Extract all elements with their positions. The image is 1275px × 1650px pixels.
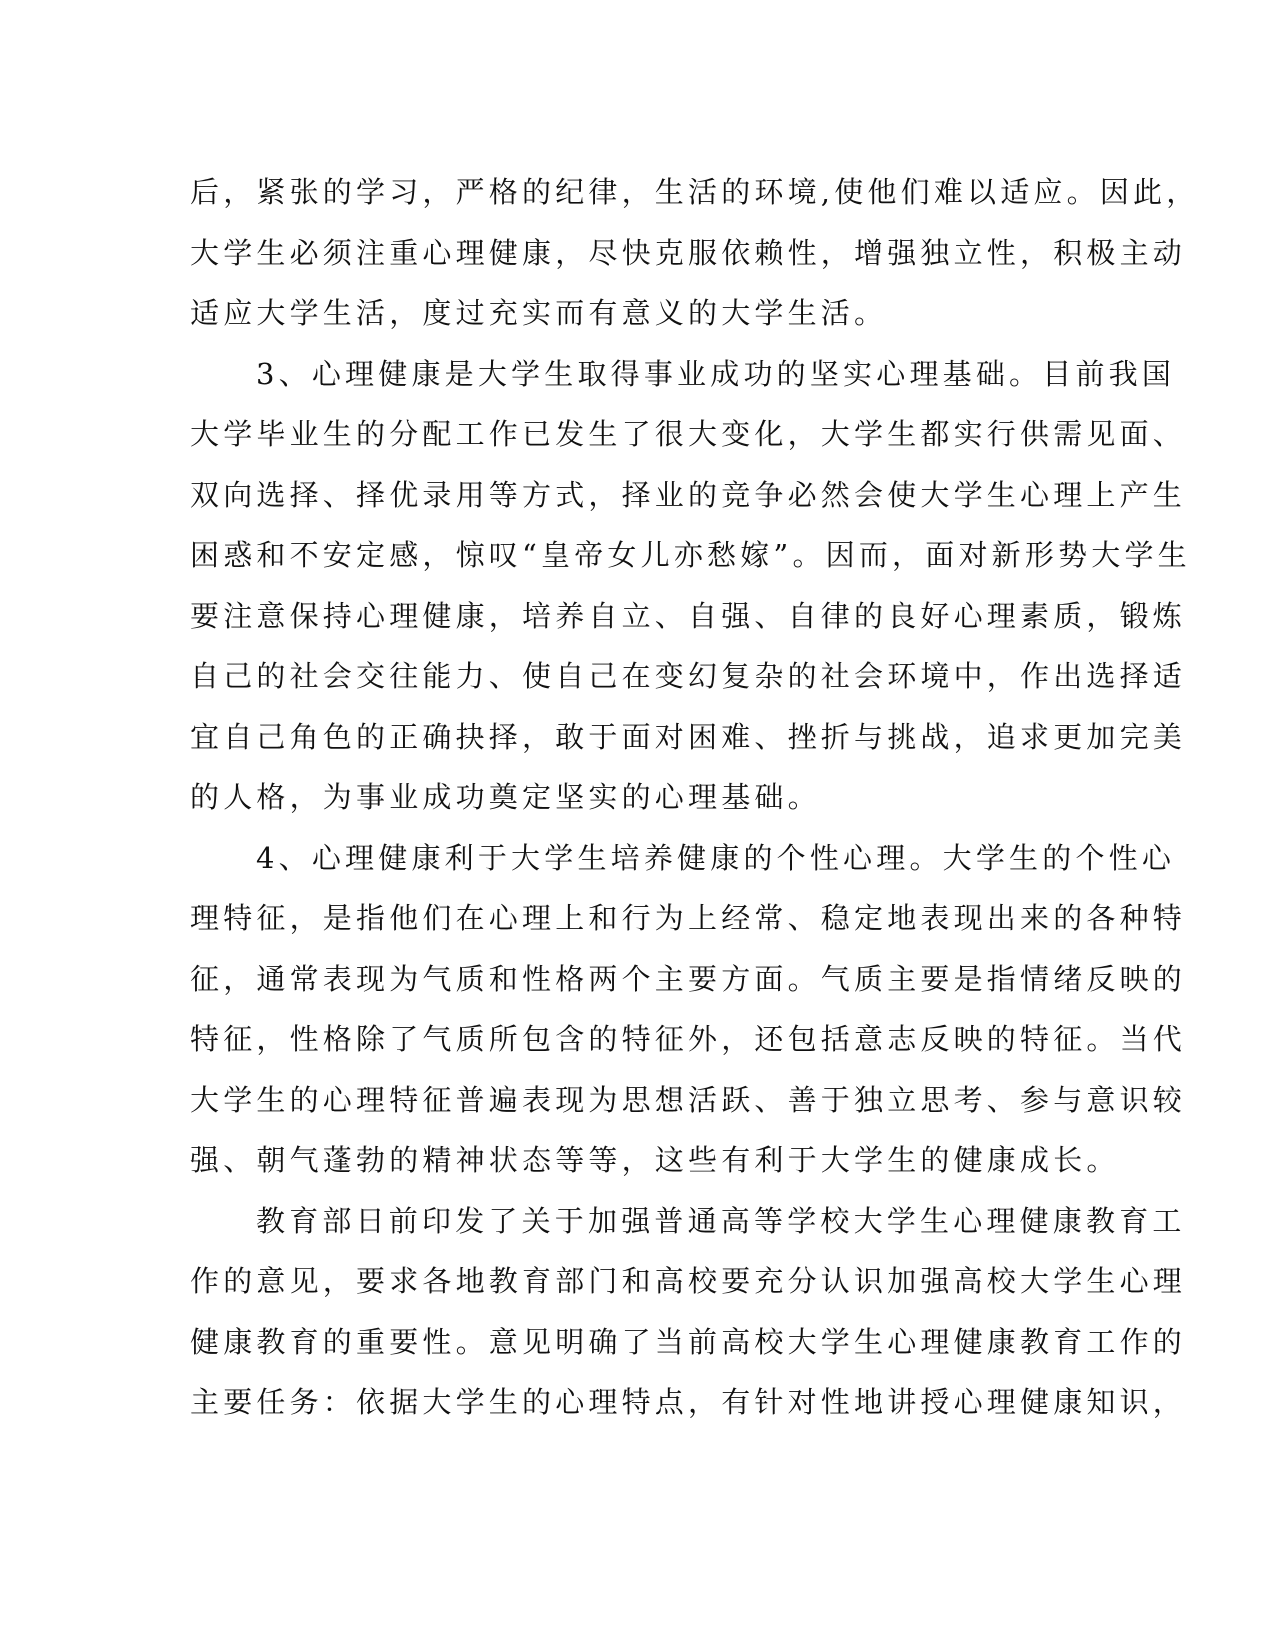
text-line-6: 双向选择、择优录用等方式，择业的竞争必然会使大学生心理上产生	[190, 477, 1187, 512]
text-line-18: 教育部日前印发了关于加强普通高等学校大学生心理健康教育工	[256, 1203, 1186, 1238]
text-line-17: 强、朝气蓬勃的精神状态等等，这些有利于大学生的健康成长。	[190, 1143, 1120, 1177]
text-line-7: 困惑和不安定感，惊叹“皇帝女儿亦愁嫁”。因而，面对新形势大学生	[190, 538, 1191, 572]
text-line-9: 自己的社会交往能力、使自己在变幻复杂的社会环境中，作出选择适	[190, 659, 1187, 693]
text-line-19: 作的意见，要求各地教育部门和高校要充分认识加强高校大学生心理	[190, 1264, 1187, 1298]
text-line-11: 的人格，为事业成功奠定坚实的心理基础。	[190, 780, 821, 814]
text-line-12: 4、心理健康利于大学生培养健康的个性心理。大学生的个性心	[256, 840, 1176, 875]
text-line-10: 宜自己角色的正确抉择，敢于面对困难、挫折与挑战，追求更加完美	[190, 719, 1187, 754]
text-line-14: 征，通常表现为气质和性格两个主要方面。气质主要是指情绪反映的	[190, 961, 1187, 996]
text-line-5: 大学毕业生的分配工作已发生了很大变化，大学生都实行供需见面、	[190, 417, 1187, 451]
text-line-15: 特征，性格除了气质所包含的特征外，还包括意志反映的特征。当代	[190, 1022, 1187, 1056]
text-line-1: 后，紧张的学习，严格的纪律，生活的环境,使他们难以适应。因此，	[190, 175, 1200, 209]
text-line-16: 大学生的心理特征普遍表现为思想活跃、善于独立思考、参与意识较	[190, 1082, 1187, 1117]
text-line-21: 主要任务：依据大学生的心理特点，有针对性地讲授心理健康知识，	[190, 1385, 1187, 1419]
text-line-8: 要注意保持心理健康，培养自立、自强、自律的良好心理素质，锻炼	[190, 598, 1187, 633]
text-line-2: 大学生必须注重心理健康，尽快克服依赖性，增强独立性，积极主动	[190, 235, 1187, 270]
text-line-20: 健康教育的重要性。意见明确了当前高校大学生心理健康教育工作的	[190, 1324, 1187, 1359]
text-line-3: 适应大学生活，度过充实而有意义的大学生活。	[190, 296, 888, 330]
document-body	[190, 162, 1200, 1433]
text-line-4: 3、心理健康是大学生取得事业成功的坚实心理基础。目前我国	[256, 356, 1176, 391]
text-line-13: 理特征，是指他们在心理上和行为上经常、稳定地表现出来的各种特	[190, 901, 1187, 935]
